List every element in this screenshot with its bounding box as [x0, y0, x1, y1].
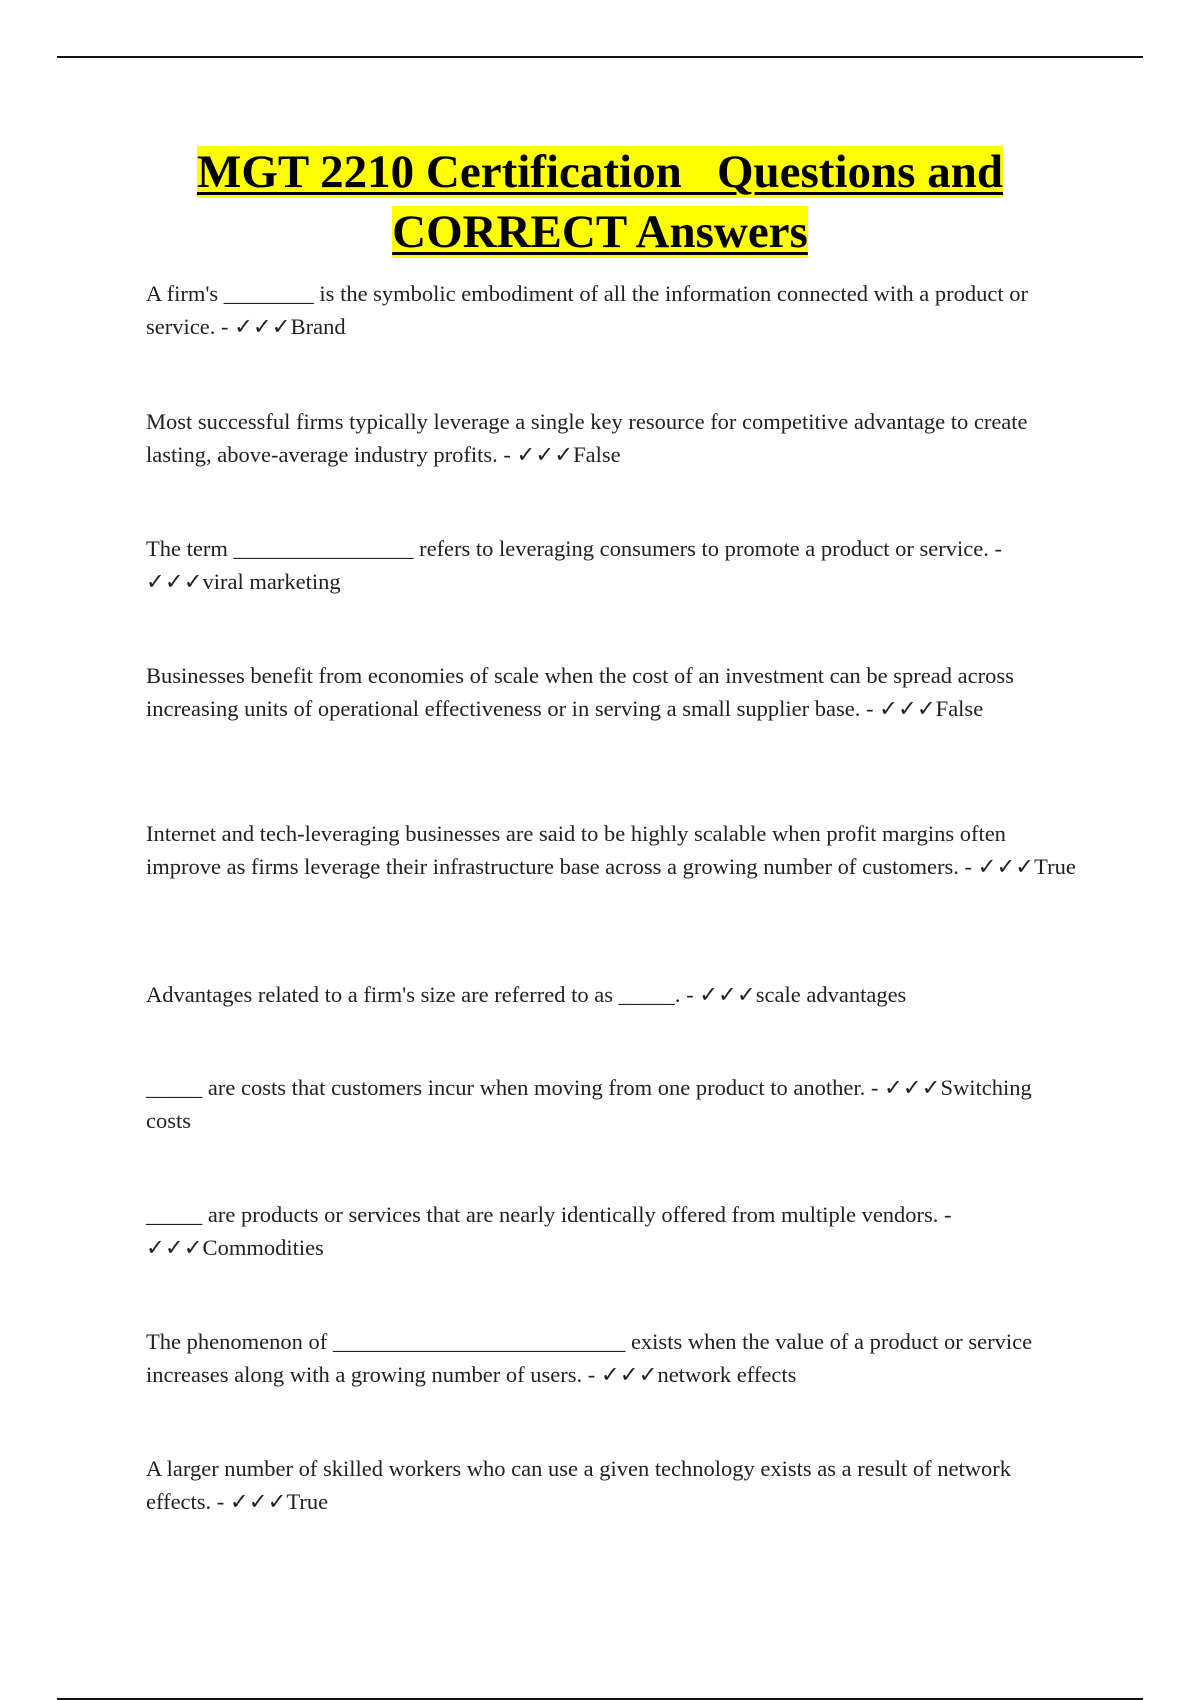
qa-item-10: [146, 1452, 1076, 1518]
answer-text: ✓✓✓False: [516, 442, 621, 467]
answer-text: ✓✓✓scale advantages: [699, 982, 907, 1007]
question-text: A larger number of skilled workers who can use a given technology exists as a result of network effects. -: [146, 1456, 1011, 1514]
answer-text: ✓✓✓False: [879, 696, 984, 721]
question-text: _____ are products or services that are nearly identically offered from multiple vendors. -: [146, 1202, 952, 1227]
qa-item-6: [146, 978, 1076, 1011]
question-text: A firm's ________ is the symbolic embodiment of all the information connected with a product or service. -: [146, 281, 1029, 339]
qa-item-8: [146, 1198, 1076, 1264]
qa-item-4: [146, 659, 1076, 725]
title-line-2: CORRECT Answers: [392, 206, 808, 258]
answer-text: ✓✓✓Brand: [234, 314, 346, 339]
top-rule: [57, 56, 1143, 58]
answer-text: ✓✓✓True: [229, 1489, 329, 1514]
title-line-1: MGT 2210 Certification Questions and: [197, 146, 1003, 198]
answer-text: ✓✓✓Commodities: [146, 1235, 324, 1260]
qa-item-2: [146, 405, 1076, 471]
qa-item-1: [146, 277, 1076, 343]
question-text: Businesses benefit from economies of scale when the cost of an investment can be spread across increasing units of operational effectiveness or in serving a small supplier base. -: [146, 663, 1014, 721]
answer-text: ✓✓✓viral marketing: [146, 569, 341, 594]
question-text: Most successful firms typically leverage a single key resource for competitive advantage to create lasting, above-average industry profits. -: [146, 409, 1028, 467]
question-text: The term ________________ refers to leveraging consumers to promote a product or service. -: [146, 536, 1002, 561]
qa-item-5: [146, 817, 1076, 883]
document-title: [60, 142, 1140, 262]
answer-text: ✓✓✓True: [977, 854, 1076, 879]
answer-text: ✓✓✓network effects: [600, 1362, 797, 1387]
qa-item-7: [146, 1071, 1076, 1137]
qa-item-9: [146, 1325, 1076, 1391]
question-text: The phenomenon of __________________________ exists when the value of a product or service increases along with a growing number of users. -: [146, 1329, 1033, 1387]
answer-text: ✓✓✓Switching costs: [146, 1075, 1032, 1133]
question-text: Advantages related to a firm's size are referred to as _____. -: [146, 982, 700, 1007]
question-text: _____ are costs that customers incur when moving from one product to another. -: [146, 1075, 884, 1100]
qa-item-3: [146, 532, 1076, 598]
question-text: Internet and tech-leveraging businesses are said to be highly scalable when profit margins often improve as firms leverage their infrastructure base across a growing number of customers. -: [146, 821, 1006, 879]
